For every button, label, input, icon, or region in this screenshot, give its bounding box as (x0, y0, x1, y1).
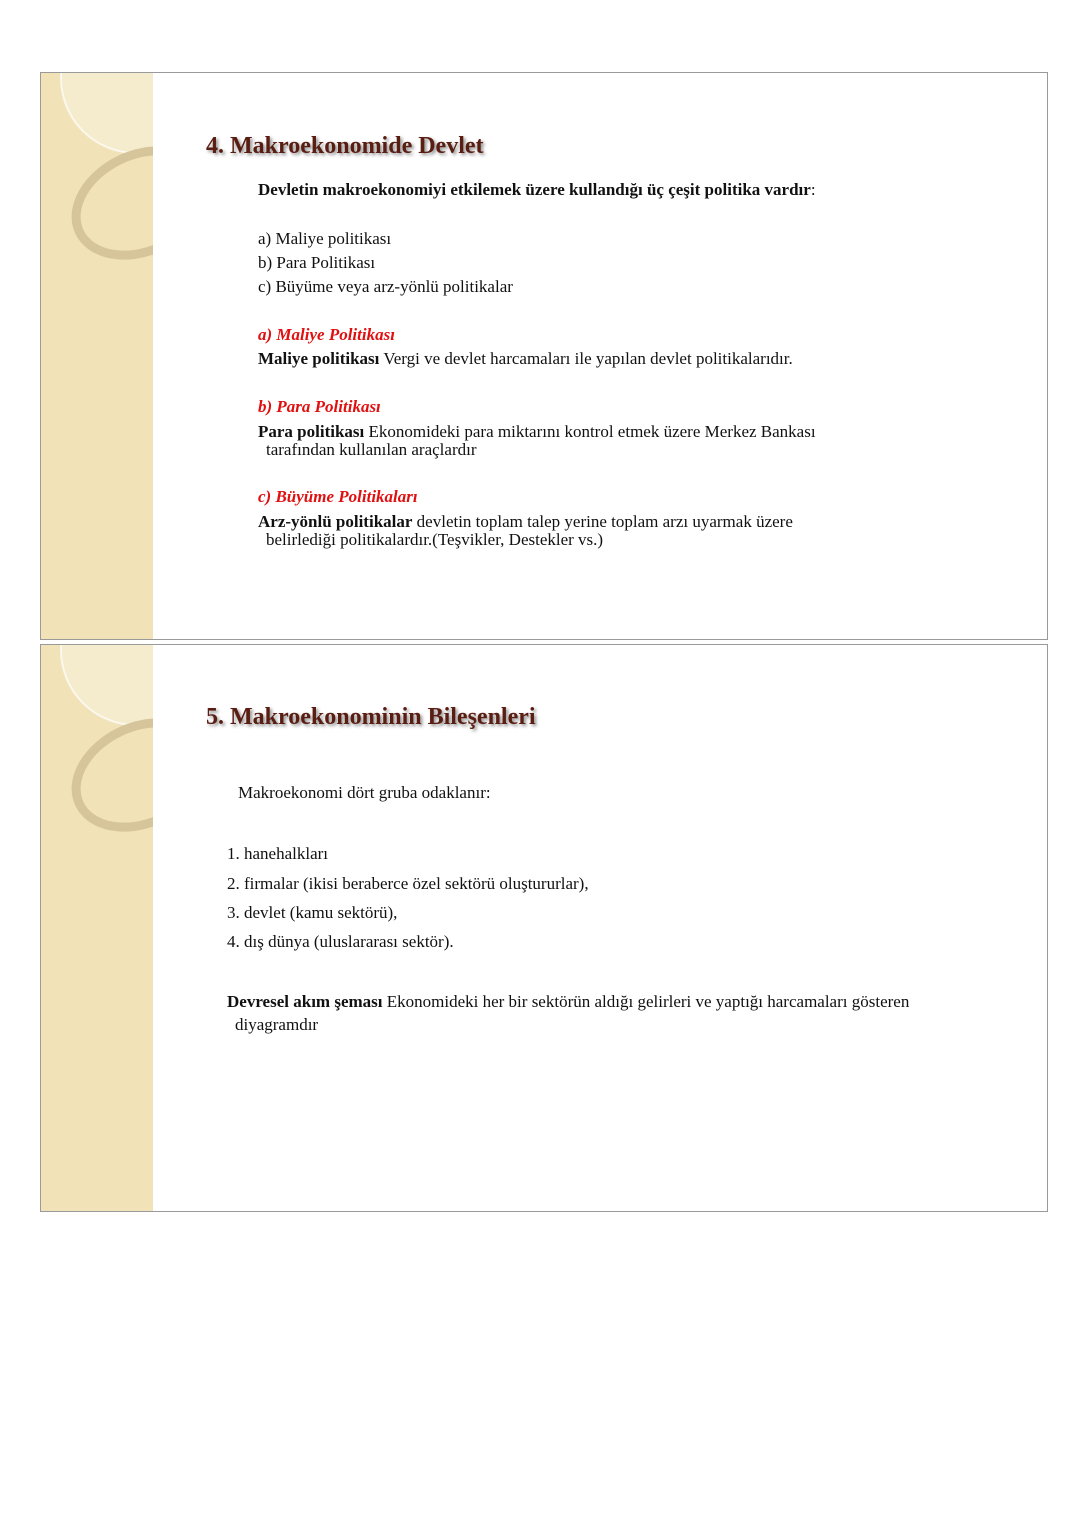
decorative-side-panel (41, 73, 153, 639)
intro-text: Makroekonomi dört gruba odaklanır: (238, 783, 491, 802)
decorative-rings-icon (41, 73, 153, 639)
list-item: c) Büyüme veya arz-yönlü politikalar (258, 277, 513, 296)
section-body: Maliye politikası Vergi ve devlet harcamaları ile yapılan devlet politikalarıdır. (258, 349, 793, 368)
section-body: Para politikası Ekonomideki para miktarını kontrol etmek üzere Merkez Bankası (258, 422, 816, 441)
slide-title: 4. Makroekonomide Devlet (206, 133, 484, 159)
intro-text: Devletin makroekonomiyi etkilemek üzere kullandığı üç çeşit politika vardır: (258, 180, 816, 199)
list-item: 2. firmalar (ikisi beraberce özel sektörü oluştururlar), (227, 874, 589, 893)
section-heading: b) Para Politikası (258, 397, 381, 416)
list-item: 1. hanehalkları (227, 844, 329, 863)
definition-text: Devresel akım şeması Ekonomideki her bir sektörün aldığı gelirleri ve yaptığı harcamaları gösteren (227, 992, 910, 1011)
section-heading: a) Maliye Politikası (258, 325, 395, 344)
list-item: b) Para Politikası (258, 253, 376, 272)
slide-title: 5. Makroekonominin Bileşenleri (206, 704, 536, 730)
section-body-cont: belirlediği politikalardır.(Teşvikler, Destekler vs.) (266, 530, 604, 549)
list-item: a) Maliye politikası (258, 229, 392, 248)
list-item: 3. devlet (kamu sektörü), (227, 903, 398, 922)
decorative-rings-icon (41, 645, 153, 1211)
section-body: Arz-yönlü politikalar devletin toplam talep yerine toplam arzı uyarmak üzere (258, 512, 793, 531)
slide-5 (40, 644, 1048, 1212)
definition-text-cont: diyagramdır (235, 1015, 319, 1034)
decorative-side-panel (41, 645, 153, 1211)
slide-4 (40, 72, 1048, 640)
section-heading: c) Büyüme Politikaları (258, 487, 418, 506)
list-item: 4. dış dünya (uluslararası sektör). (227, 932, 454, 951)
section-body-cont: tarafından kullanılan araçlardır (266, 440, 477, 459)
